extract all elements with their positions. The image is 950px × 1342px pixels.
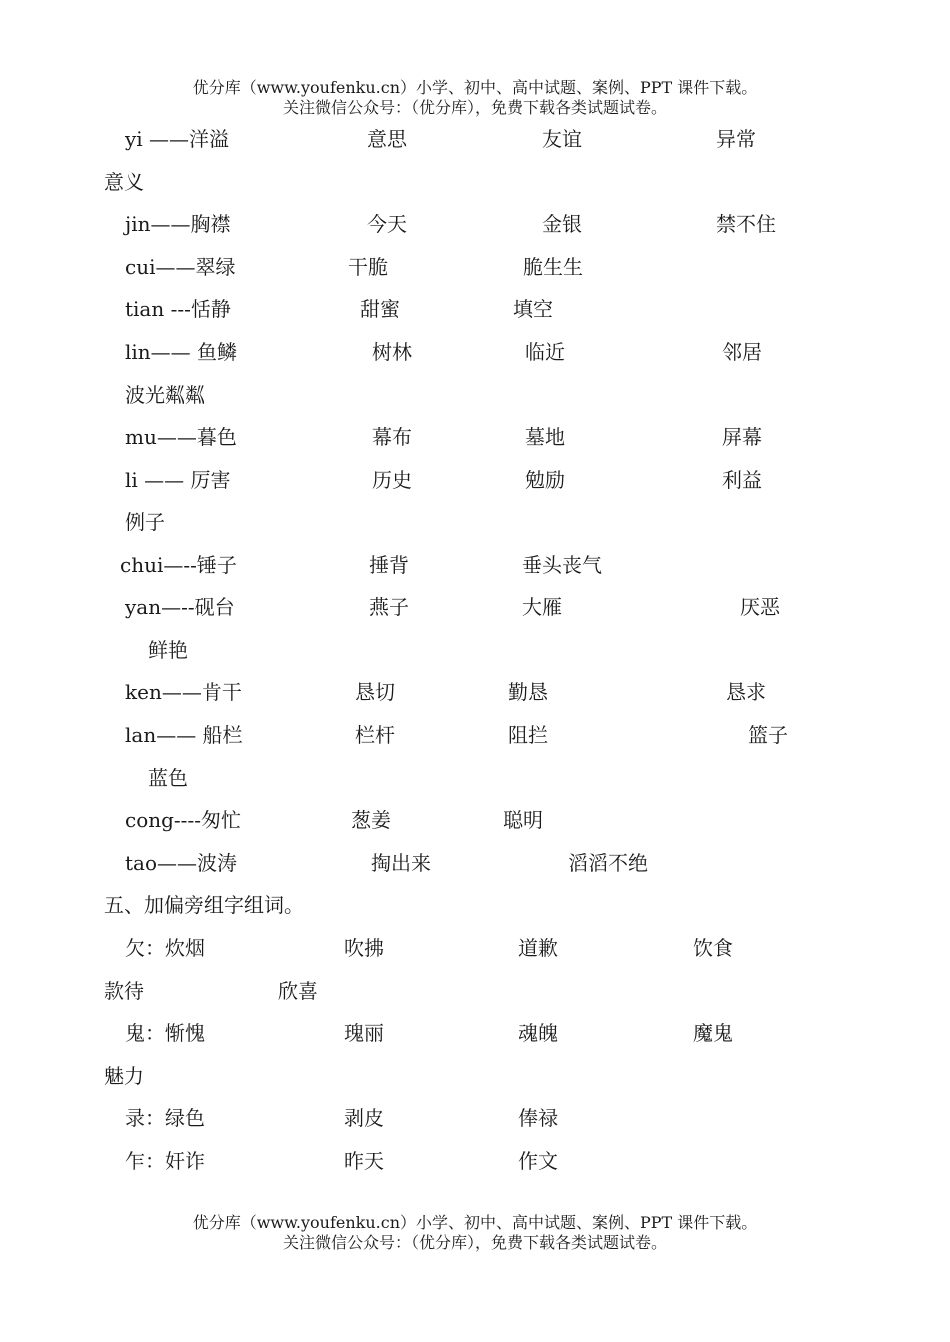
word-item: 栏杆 [355, 723, 395, 747]
footer-line-1: 优分库（www.youfenku.cn）小学、初中、高中试题、案例、PPT 课件下载。 [192, 1213, 758, 1232]
word-item: 今天 [367, 212, 407, 236]
word-item: cui——翠绿 [125, 255, 236, 279]
word-item: 异常 [716, 127, 756, 151]
word-item: 瑰丽 [344, 1021, 384, 1045]
word-item: 邻居 [722, 340, 762, 364]
word-item: 甜蜜 [360, 297, 400, 321]
word-item: 友谊 [542, 127, 582, 151]
word-item: 脆生生 [523, 255, 583, 279]
word-item: mu——暮色 [125, 425, 237, 449]
word-item: 掏出来 [371, 851, 431, 875]
word-item: 欠：炊烟 [125, 936, 205, 960]
word-item: 魅力 [104, 1064, 144, 1088]
word-item: 历史 [372, 468, 412, 492]
word-item: lin—— 鱼鳞 [125, 340, 238, 364]
word-item: 屏幕 [722, 425, 762, 449]
word-item: 蓝色 [148, 766, 188, 790]
word-item: 乍：奸诈 [125, 1149, 205, 1173]
word-item: 鬼：惭愧 [125, 1021, 205, 1045]
word-item: 干脆 [348, 255, 388, 279]
word-item: 篮子 [748, 723, 788, 747]
word-item: 魂魄 [518, 1021, 558, 1045]
word-item: 道歉 [518, 936, 558, 960]
word-item: 波光粼粼 [125, 383, 205, 407]
word-item: 饮食 [693, 936, 733, 960]
word-item: 临近 [525, 340, 565, 364]
section-heading: 五、加偏旁组字组词。 [104, 893, 304, 917]
word-item: 大雁 [522, 595, 562, 619]
word-item: 作文 [518, 1149, 558, 1173]
page-header [0, 78, 950, 118]
word-item: 利益 [722, 468, 762, 492]
word-item: 捶背 [369, 553, 409, 577]
word-item: 录：绿色 [125, 1106, 205, 1130]
footer-line-2: 关注微信公众号：（优分库），免费下载各类试题试卷。 [282, 1233, 667, 1252]
word-item: tao——波涛 [125, 851, 238, 875]
word-item: 鲜艳 [148, 638, 188, 662]
word-item: lan—— 船栏 [125, 723, 243, 747]
word-item: 禁不住 [716, 212, 776, 236]
word-item: yi ——洋溢 [125, 127, 230, 151]
header-line-1: 优分库（www.youfenku.cn）小学、初中、高中试题、案例、PPT 课件下载。 [192, 78, 758, 97]
word-item: 恳求 [726, 680, 766, 704]
word-item: 填空 [513, 297, 553, 321]
word-item: 厌恶 [740, 595, 780, 619]
word-item: 意思 [367, 127, 407, 151]
word-item: 剥皮 [344, 1106, 384, 1130]
word-item: 俸禄 [518, 1106, 558, 1130]
word-item: yan—--砚台 [125, 595, 235, 619]
word-item: 阻拦 [508, 723, 548, 747]
word-item: 意义 [104, 170, 144, 194]
word-item: ken——肯干 [125, 680, 242, 704]
word-item: 幕布 [372, 425, 412, 449]
word-item: cong----匆忙 [125, 808, 241, 832]
word-item: 树林 [372, 340, 412, 364]
word-item: 款待 [104, 979, 144, 1003]
word-item: jin——胸襟 [125, 212, 231, 236]
page-footer [0, 1213, 950, 1253]
word-item: 勉励 [525, 468, 565, 492]
word-item: chui—--锤子 [120, 553, 237, 577]
word-item: 昨天 [344, 1149, 384, 1173]
header-line-2: 关注微信公众号：（优分库），免费下载各类试题试卷。 [282, 98, 667, 117]
word-item: li —— 厉害 [125, 468, 231, 492]
word-item: 聪明 [503, 808, 543, 832]
word-item: 滔滔不绝 [568, 851, 648, 875]
word-item: 垂头丧气 [522, 553, 602, 577]
word-item: 恳切 [355, 680, 395, 704]
word-item: 勤恳 [508, 680, 548, 704]
word-item: 墓地 [525, 425, 565, 449]
word-item: 葱姜 [351, 808, 391, 832]
word-item: 吹拂 [344, 936, 384, 960]
word-item: 欣喜 [278, 979, 318, 1003]
word-item: 魔鬼 [693, 1021, 733, 1045]
word-item: 燕子 [369, 595, 409, 619]
word-item: 例子 [125, 510, 165, 534]
word-item: 金银 [542, 212, 582, 236]
word-item: tian ---恬静 [125, 297, 231, 321]
